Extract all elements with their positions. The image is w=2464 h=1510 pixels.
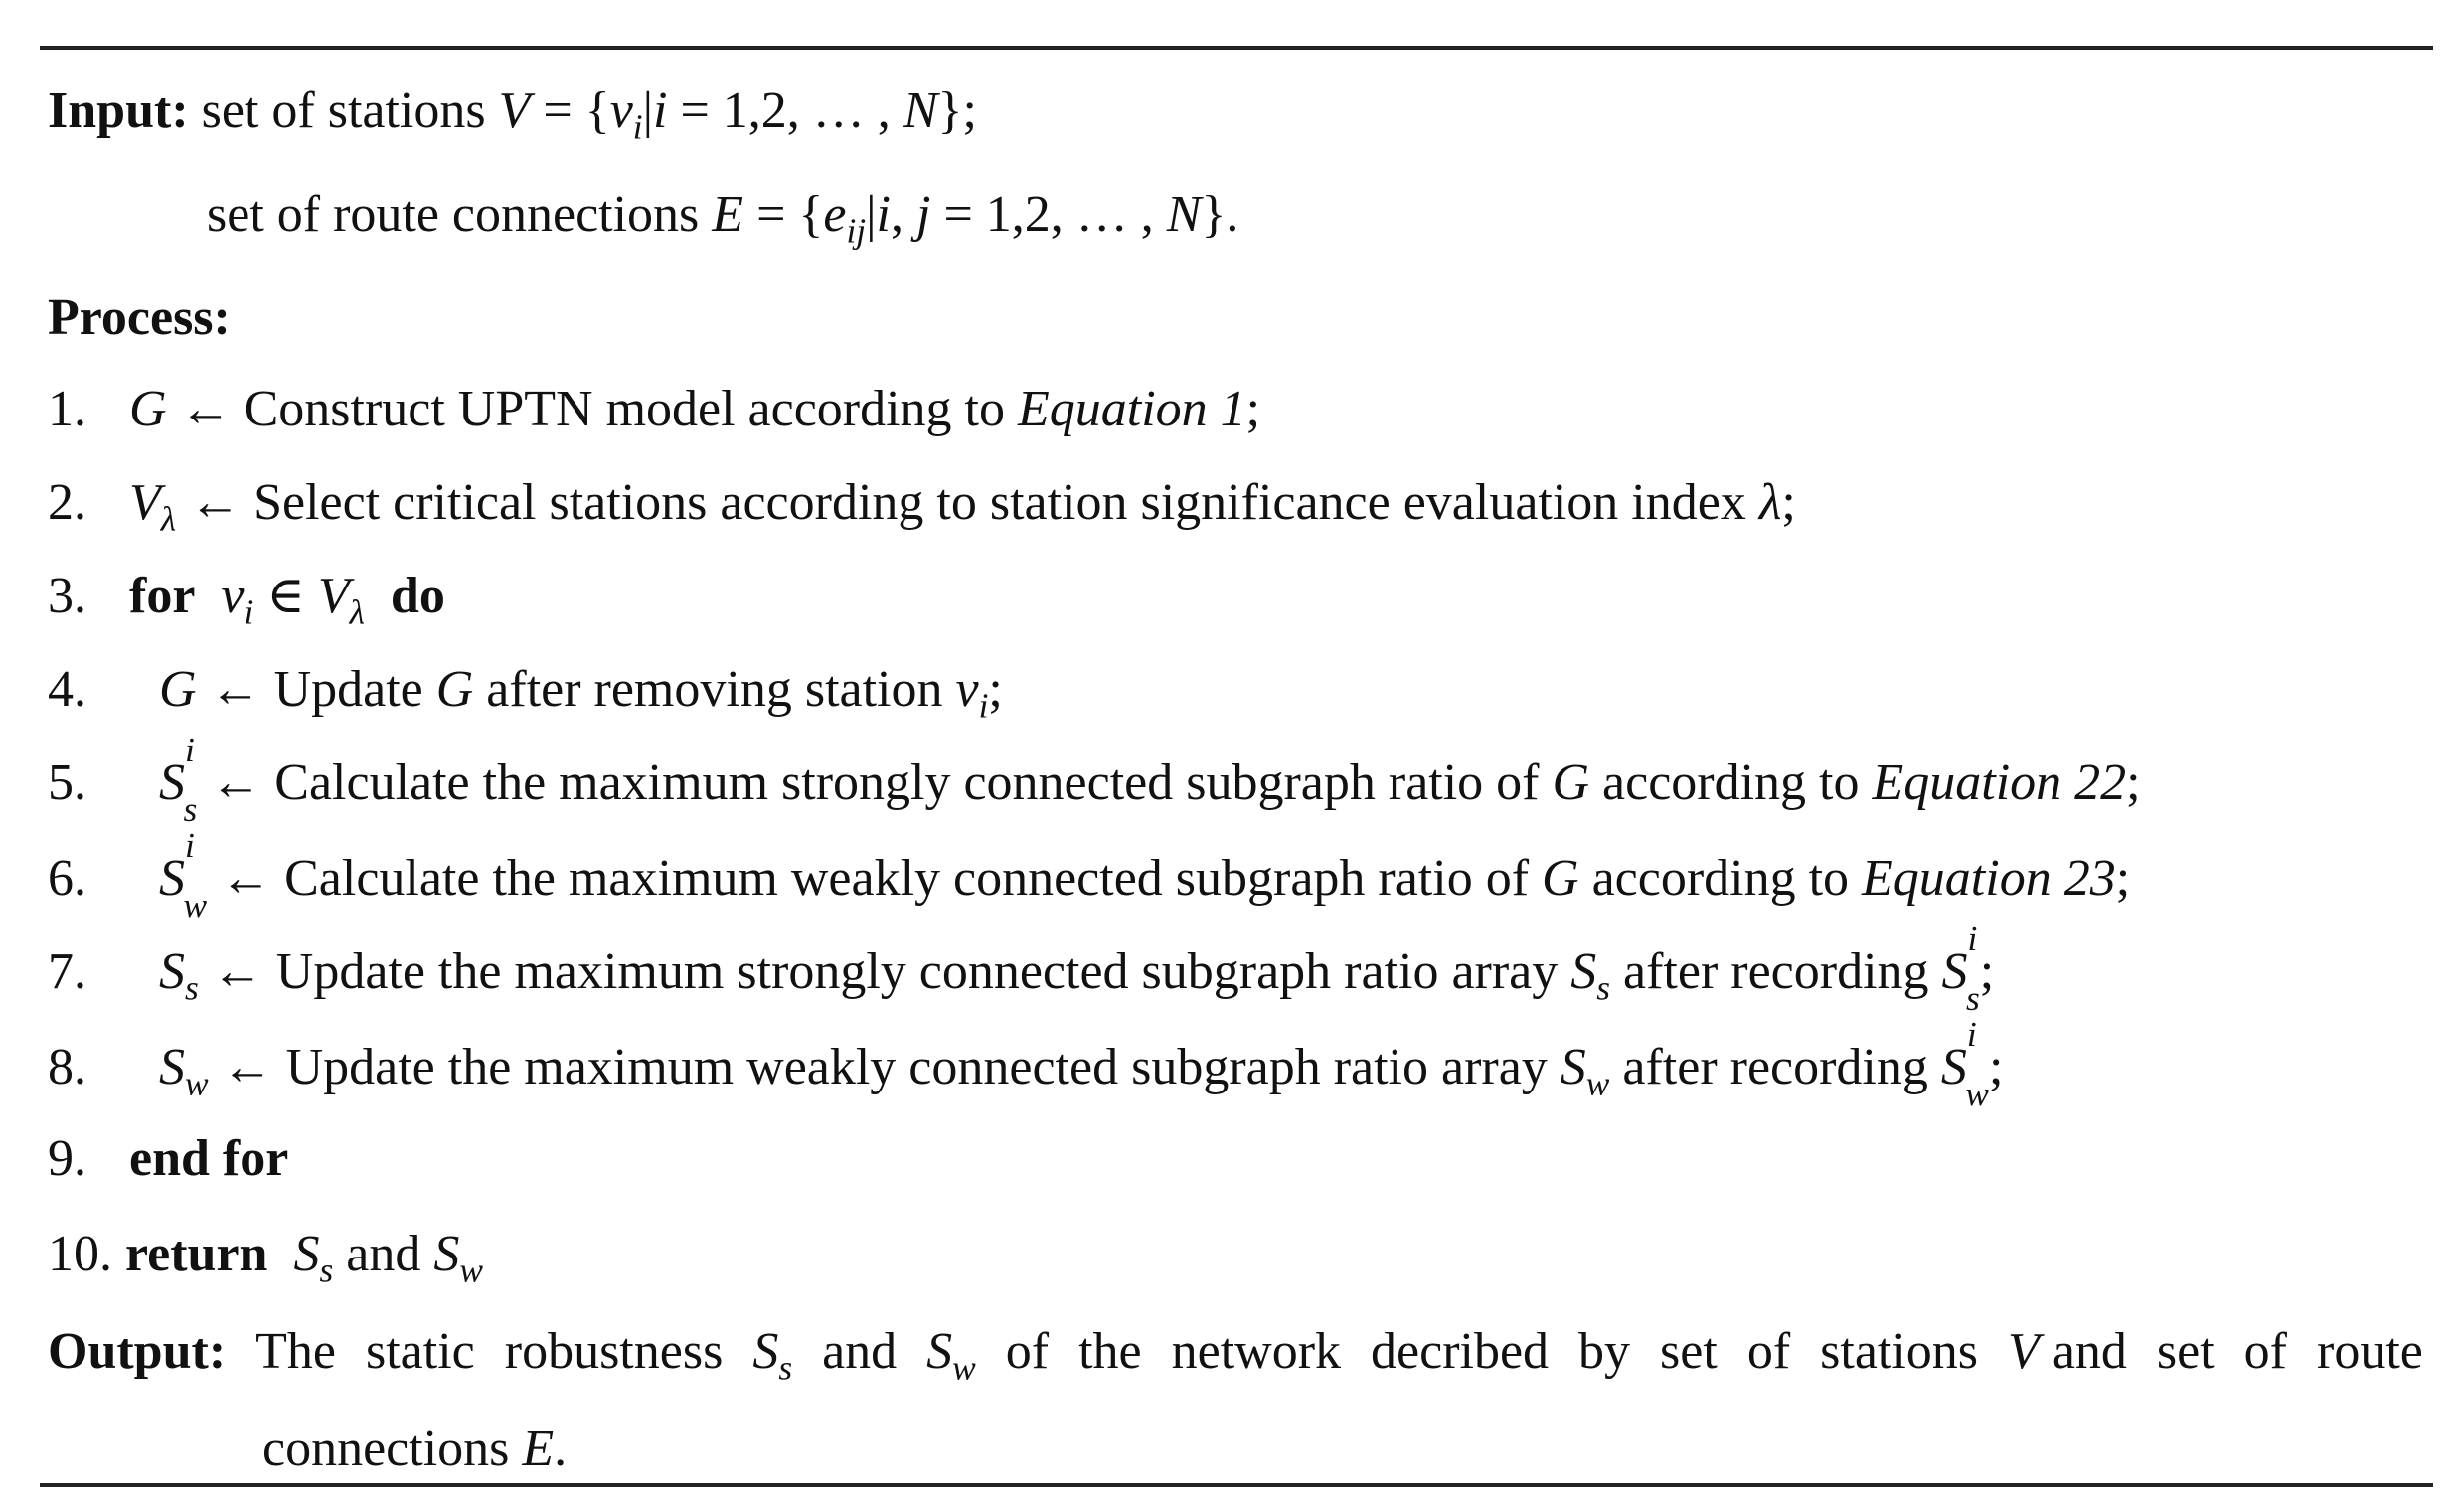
input-line1-prefix: set of stations: [201, 83, 486, 139]
output-label: Output:: [48, 1323, 227, 1380]
step-number: 2.: [48, 474, 86, 531]
input-line-2: set of route connections $E = \{e_{ij}|i$, j = 1,2, … , N}.: [207, 186, 1239, 251]
step-8: 8. $S_w$ ← Update the maximum weakly connected subgraph ratio array $S_w$ after recording $S^i_w$;: [48, 1014, 2004, 1113]
step-2: 2. $V_\lambda$ ← Select critical stations according to station significance evaluation index λ;: [48, 474, 1796, 539]
input-label: Input:: [48, 83, 189, 139]
step-10: 10. return $S_s$ and $S_w$: [48, 1226, 483, 1290]
stations-set-math: V: [498, 83, 531, 139]
step-number: 9.: [48, 1130, 86, 1187]
step-number: 8.: [48, 1039, 86, 1095]
step-5: 5. $S^i_s$ ← Calculate the maximum strongly connected subgraph ratio of G according to Equation 22;: [48, 730, 2141, 829]
output-line-2: connections E.: [262, 1421, 568, 1477]
step-number: 10.: [48, 1226, 112, 1282]
input-line2-prefix: set of route connections: [207, 186, 700, 243]
step-number: 4.: [48, 661, 86, 718]
step-number: 7.: [48, 943, 86, 1000]
step-3: 3. for $v_i$ ∈ $V_\lambda$ do: [48, 568, 445, 632]
step-6: 6. $S^i_w$ ← Calculate the maximum weakly connected subgraph ratio of G according to Equation 23;: [48, 825, 2131, 924]
step-4: 4. G ← Update G after removing station $v_i$;: [48, 661, 1003, 726]
bottom-rule: [40, 1483, 2433, 1487]
process-label: Process:: [48, 289, 231, 346]
step-number: 6.: [48, 850, 86, 907]
connections-set-math: E: [712, 186, 744, 243]
step-7: 7. $S_s$ ← Update the maximum strongly connected subgraph ratio array $S_s$ after recording $S^i_s$;: [48, 919, 1995, 1018]
step-1: 1. G ← Construct UPTN model according to Equation 1;: [48, 381, 1261, 437]
step-9: 9. end for: [48, 1130, 289, 1187]
step-number: 1.: [48, 381, 86, 437]
step-number: 3.: [48, 568, 86, 624]
step-number: 5.: [48, 755, 86, 811]
input-line-1: Input: set of stations $V = \{v_i|i = 1,2$, … , N};: [48, 83, 977, 147]
top-rule: [40, 46, 2433, 50]
output-line-1: Output: The static robustness $S_s$ and $S_w$ of the network decribed by set of stations V and set of route: [48, 1323, 2423, 1388]
